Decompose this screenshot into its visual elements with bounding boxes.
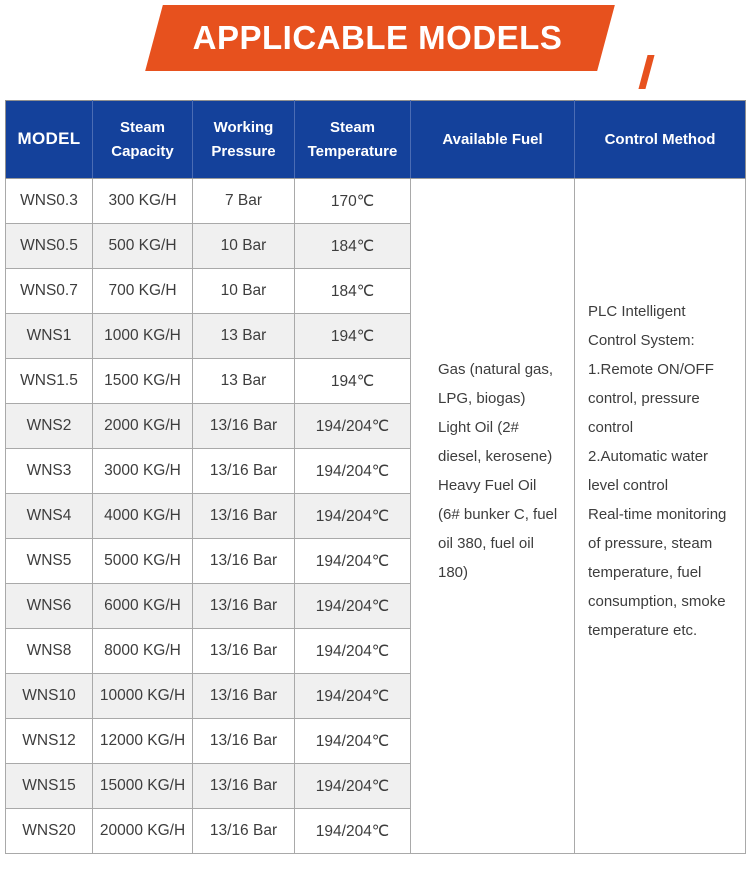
capacity-cell: 5000 KG/H [93,539,193,584]
capacity-cell: 1000 KG/H [93,314,193,359]
pressure-cell: 13/16 Bar [193,584,295,629]
temperature-cell: 194/204℃ [295,494,411,539]
pressure-cell: 13/16 Bar [193,404,295,449]
pressure-cell: 10 Bar [193,224,295,269]
control-item-water-level: 2.Automatic water level control [588,448,709,494]
temperature-cell: 194/204℃ [295,719,411,764]
pressure-cell: 7 Bar [193,179,295,224]
capacity-cell: 700 KG/H [93,269,193,314]
capacity-cell: 6000 KG/H [93,584,193,629]
column-header-control-method: Control Method [575,101,746,179]
capacity-cell: 1500 KG/H [93,359,193,404]
fuel-item-light-oil: Light Oil (2# diesel, kerosene) [438,419,553,465]
capacity-cell: 20000 KG/H [93,809,193,854]
header-row [6,101,746,179]
control-method-cell [575,179,746,854]
temperature-cell: 194/204℃ [295,539,411,584]
capacity-cell: 3000 KG/H [93,449,193,494]
column-header-steam-temperature: Steam Temperature [295,101,411,179]
temperature-cell: 184℃ [295,224,411,269]
control-item-remote: 1.Remote ON/OFF control, pressure control [588,361,714,436]
pressure-cell: 13/16 Bar [193,539,295,584]
column-header-steam-capacity: Steam Capacity [93,101,193,179]
pressure-cell: 10 Bar [193,269,295,314]
pressure-cell: 13/16 Bar [193,494,295,539]
model-cell: WNS0.7 [6,269,93,314]
pressure-cell: 13 Bar [193,359,295,404]
capacity-cell: 2000 KG/H [93,404,193,449]
model-cell: WNS12 [6,719,93,764]
temperature-cell: 194/204℃ [295,674,411,719]
temperature-cell: 194℃ [295,314,411,359]
capacity-cell: 15000 KG/H [93,764,193,809]
temperature-cell: 194/204℃ [295,449,411,494]
pressure-cell: 13/16 Bar [193,674,295,719]
control-item-plc: PLC Intelligent Control System: [588,303,695,349]
model-cell: WNS6 [6,584,93,629]
model-cell: WNS15 [6,764,93,809]
model-cell: WNS2 [6,404,93,449]
model-cell: WNS1 [6,314,93,359]
column-header-available-fuel: Available Fuel [411,101,575,179]
pressure-cell: 13/16 Bar [193,629,295,674]
model-cell: WNS0.5 [6,224,93,269]
fuel-item-heavy-oil: Heavy Fuel Oil (6# bunker C, fuel oil 380, fuel oil 180) [438,477,558,581]
table-row [6,179,746,224]
model-cell: WNS8 [6,629,93,674]
banner-slash-accent [638,55,654,89]
model-cell: WNS3 [6,449,93,494]
capacity-cell: 500 KG/H [93,224,193,269]
model-cell: WNS4 [6,494,93,539]
pressure-cell: 13 Bar [193,314,295,359]
pressure-cell: 13/16 Bar [193,449,295,494]
pressure-cell: 13/16 Bar [193,764,295,809]
pressure-cell: 13/16 Bar [193,809,295,854]
page-title: APPLICABLE MODELS [192,19,563,56]
temperature-cell: 184℃ [295,269,411,314]
capacity-cell: 8000 KG/H [93,629,193,674]
pressure-cell: 13/16 Bar [193,719,295,764]
column-header-working-pressure: Working Pressure [193,101,295,179]
temperature-cell: 194/204℃ [295,404,411,449]
control-item-monitoring: Real-time monitoring of pressure, steam temperature, fuel consumption, smoke temperature etc. [588,506,727,639]
temperature-cell: 194/204℃ [295,584,411,629]
capacity-cell: 10000 KG/H [93,674,193,719]
column-header-model: MODEL [6,101,93,179]
capacity-cell: 12000 KG/H [93,719,193,764]
model-cell: WNS10 [6,674,93,719]
model-cell: WNS0.3 [6,179,93,224]
temperature-cell: 194/204℃ [295,629,411,674]
temperature-cell: 194/204℃ [295,809,411,854]
capacity-cell: 4000 KG/H [93,494,193,539]
model-cell: WNS1.5 [6,359,93,404]
model-cell: WNS20 [6,809,93,854]
temperature-cell: 194/204℃ [295,764,411,809]
models-spec-table [5,100,746,854]
temperature-cell: 170℃ [295,179,411,224]
capacity-cell: 300 KG/H [93,179,193,224]
model-cell: WNS5 [6,539,93,584]
available-fuel-cell [411,179,575,854]
temperature-cell: 194℃ [295,359,411,404]
fuel-item-gas: Gas (natural gas, LPG, biogas) [438,361,554,407]
